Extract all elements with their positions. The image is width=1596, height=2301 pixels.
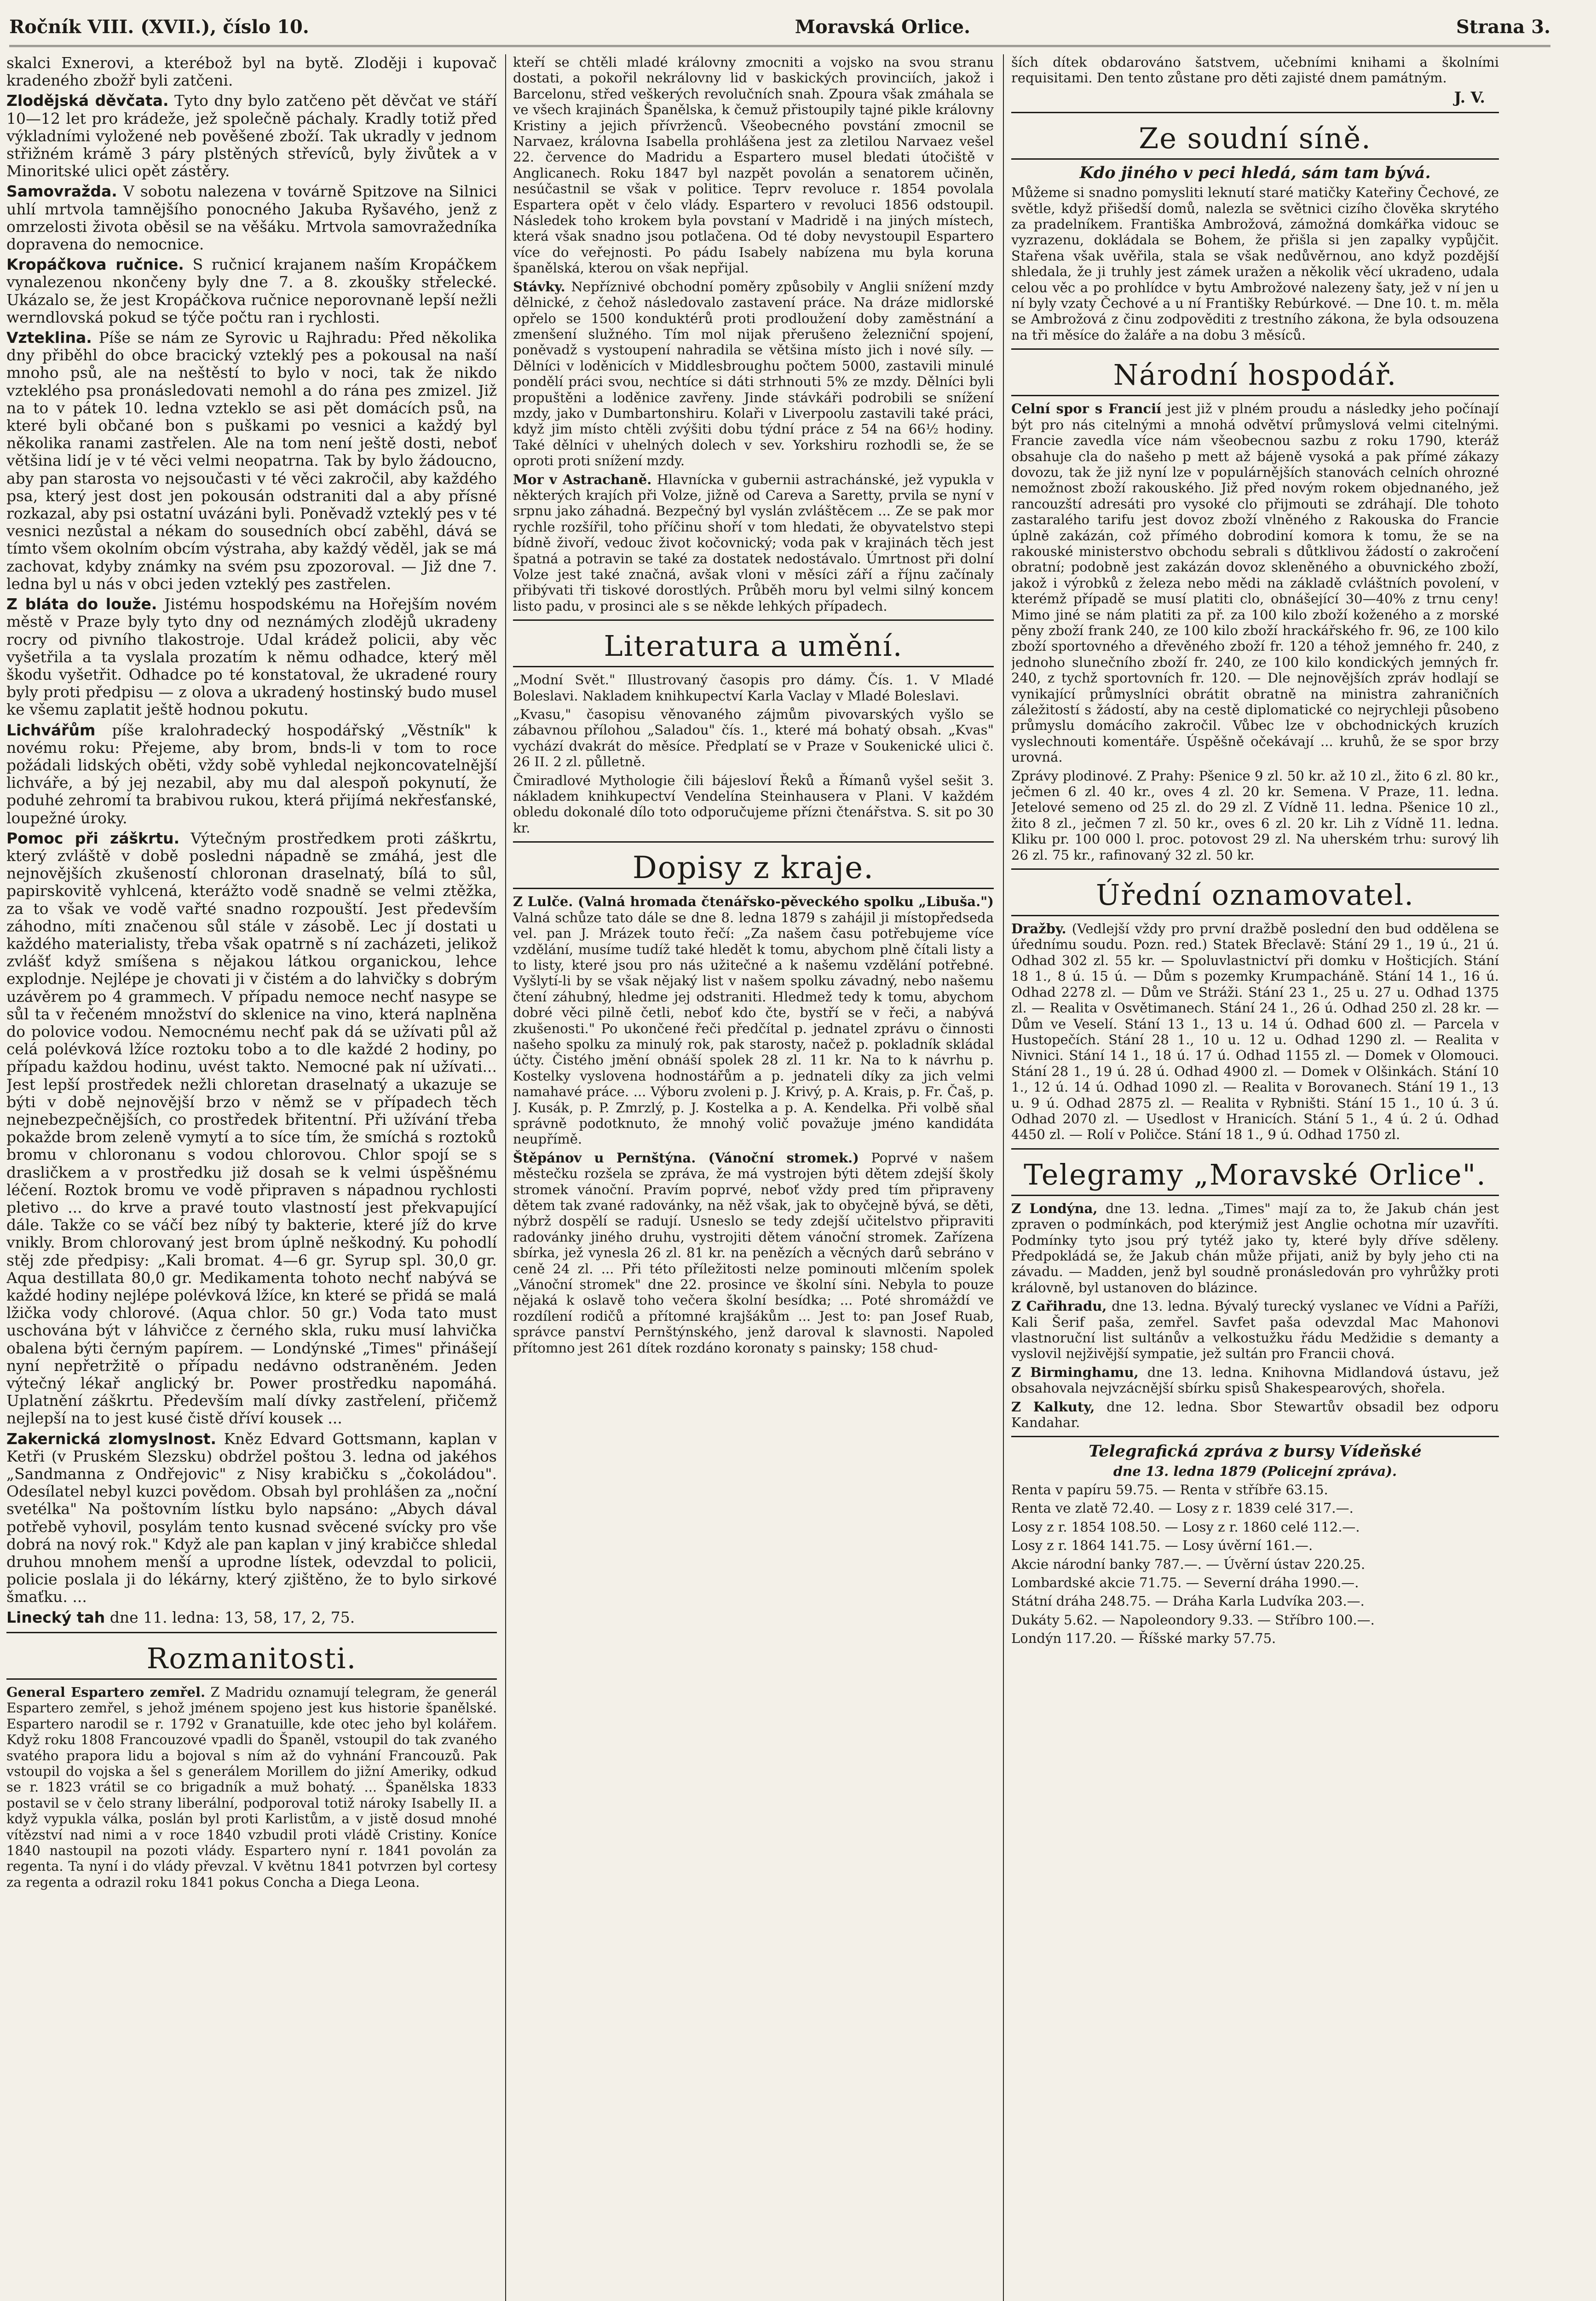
section-title-hospodar: Národní hospodář. — [1011, 358, 1499, 396]
section-rule — [1011, 348, 1499, 350]
bourse-quote-row: Losy z r. 1864 141.75. — Losy úvěrní 161.—. — [1011, 1538, 1313, 1554]
market-report: Zprávy plodinové. Z Prahy: Pšenice 9 zl. 50 kr. až 10 zl., žito 6 zl. 80 kr., ječmen 6 zl. 40 kr., oves 4 zl. 20 kr. Semena. V Praze, 11. ledna. Jetelové semeno od 25 zl. do 29 zl. Z Vídně 11. ledna. Pšenice 10 zl., žito 8 zl., ječmen 7 zl. 50 kr., oves 6 zl. 20 kr. Lih z Vídně 11. ledna. Kliku pr. 100 000 l. proc. potovost 29 zl. Na uherském trhu: surový lih 26 zl. 75 kr., rafinovaný 32 zl. 50 kr. — [1011, 768, 1499, 863]
masthead-title: Moravská Orlice. — [795, 16, 971, 38]
news-item: Lichvářům píše kralohradecký hospodářský „Věstník" k novému roku: Přejeme, aby brom, bnds-li v tom to roce požádali lidských oběti, vždy sobě vyhledal nejkoncovatelnější lichváře, a bý jej nezabil, aby mu dal alespoň pokynutí, že poduhé zehromí ta brabivou rukou, která přijímá nekřesťanské, loupežné úroky. — [6, 721, 497, 827]
column-divider — [1003, 54, 1004, 2301]
section-rule — [1011, 112, 1499, 113]
news-item: Stávky. Nepříznivé obchodní poměry způsobily v Anglii snížení mzdy dělnické, z čehož následovalo zastavení práce. Na dráze midlorské opřelo se 1500 konduktérů proti prodloužení doby zaměstnání a zmenšení služného. Tím mol nijak přerušeno železniční spojení, poněvadž s vystoupení nahradila se většina místo jich i nové síly. — Dělníci v loděnicích v Middlesbroughu počtem 5000, zastavili minulé pondělí práci svou, nechtíce si dáti strhnouti 5% ze mzdy. Dělníci byli propuštěni a loděnice zavřeny. Jinde stávkáři podrobili se snížení mzdy, jako v Dumbartonshiru. Kolaři v Liverpoolu zastavili také práci, když jim místo chtěli zvýšiti dobu týdní práce z 54 na 66½ hodiny. Také dělníci v uhelných dolech v sev. Yorkshiru rozhodli se, že se oproti proti snížení mzdy. — [513, 278, 994, 469]
bourse-quote-row: Akcie národní banky 787.—. — Úvěrní ústav 220.25. — [1011, 1556, 1366, 1572]
court-report: Můžeme si snadno pomysliti leknutí staré matičky Kateřiny Čechové, ze světle, když přišedší domů, nalezla se světnici cizího člověka skrytého za pradelníkem. Františka Ambrožová, zámožná domkářka vidouc se vyzrazenu, dokládala se Bohem, že přišla si jen zapalky vypůjčit. Stařena však uvěřila, stala se však nedůvěrnou, ano když pozdější shledala, že ji truhly jest zámek uražen a několik věcí ukradeno, udala celou věc a po prohlídce v bytu Ambrožové nalezeny šaty, jež v ní jen u ní byly vzaty Čechové a u ní Františky Rebúrkové. — Dne 10. t. m. měla se Ambrožová z činu zodpověditi z trestního zákona, že byla odsouzena na tři měsíce do žaláře a na dobu 3 měsíců. — [1011, 185, 1499, 343]
letter-item: Štěpánov u Pernštýna. (Vánoční stromek.) Poprvé v našem městečku rozšela se zpráva, že má vystrojen býti dětem zdejší školy stromek vánoční. Pravím poprvé, neboť vždy pred tím připraveny dětem tak zvané radovánky, na něž však, jak to obyčejně bývá, se děti, nýbrž dospělí se radují. Usneslo se tedy zdejší učitelstvo připraviti radovánky jiného druhu, vystrojiti dětem vánoční stromek. Zařízena sbírka, jež vynesla 26 zl. 81 kr. na penězích a věcných darů sebráno v ceně 24 zl. ... Při této příležitosti nelze pominouti mlčením spolek „Vánoční stromek" dne 22. prosince ve školní síni. Nebyla to pouze nějaká k oslavě toho večera školní besídka; ... Poté shromáždí ve rozdílení rodičů a přítomné krajšákům ... Jest to: pan Josef Ruab, správce panství Pernštýnského, jenž daroval k slavnosti. Napoled přítomno jest 261 dítek rozdáno koronaty s painsky; 158 chud- — [513, 1150, 994, 1356]
telegram-item: Z Kalkuty, dne 12. ledna. Sbor Stewartův obsadil bez odporu Kandahar. — [1011, 1399, 1499, 1431]
section-title-dopisy: Dopisy z kraje. — [513, 851, 994, 889]
issue-number: Ročník VIII. (XVII.), číslo 10. — [9, 16, 309, 38]
bourse-quote-row: Státní dráha 248.75. — Dráha Karla Ludvíka 203.—. — [1011, 1593, 1365, 1609]
section-rule — [513, 619, 994, 621]
bourse-subtitle: dne 13. ledna 1879 (Policejní zpráva). — [1113, 1463, 1397, 1479]
author-signature: J. V. — [1454, 88, 1485, 106]
bourse-quote-row: Dukáty 5.62. — Napoleondory 9.33. — Stříbro 100.—. — [1011, 1612, 1375, 1628]
telegram-item: Z Londýna, dne 13. ledna. „Times" mají za to, že Jakub chán jest zpraven o podmínkách, pod kterýmiž jest Anglie ochotna mír uzavříti. Podmínky tyto jsou prý tytéž jako ty, které byly dříve sděleny. Předpokládá se, že Jakub chán může přijati, aniž by byly jeho cti na závadu. — Madden, jenž byl soudně pronásledován pro vyhrůžky proti královně, byl ustanoven do blázince. — [1011, 1200, 1499, 1295]
news-item: Vzteklina. Píše se nám ze Syrovic u Rajhradu: Před několika dny přiběhl do obce bracický vzteklý pes a pokousal na naší mnoho psů, ale na neštěstí to bylo v noci, tak že nikdo vzteklého psa pronásledovati nemohl a do rána pes zmizel. Již na to v pátek 10. ledna vzteklo se asi pět domácích psů, na které byli občané bon s puškami po vesnici a každý byl několika ranami zastřelen. Ale na tom není ještě dosti, neboť většina lidí je v té věci velmi neopatrna. Tak by bylo žádoucno, aby pan starosta vo nejsoučasti v té věci zakročil, aby každého psa, který jest dost jen pokousán odstraniti dal a aby přísné rozkazal, aby psi ostatní uvázáni byli. Poněvadž vzteklý pes v té vesnici nezůstal a nékam do sousedních obcí zaběhl, dává se tímto všem okolním obcím výstraha, aby každý věděl, jak se má zachovat, kdyby známky na svém psu zpozoroval. — Již dne 7. ledna byl u nás v obci jeden vzteklý pes zastřelen. — [6, 329, 497, 593]
news-item: kteří se chtěli mladé královny zmocniti a vojsko na svou stranu dostati, a pokořil nekrálovny lid v baskických provinciích, jakož i Barcelonu, střed veškerých revolučních snah. Zpoura však zmáhala se ve všech krajinách Španělska, k čemuž přistoupily tajné pikle královny Kristiny a jejich přívrženců. Všeobecného povstání zmocnil se Narvaez, královna Isabella prohlášena jest za zletilou Narvaez vešel 22. července do Madridu a Espartero musel bledati útočiště v Anglicanech. Roku 1847 byl nazpět povolán a senatorem učiněn, nesúčastnil se však v politice. Teprv revoluce r. 1854 povolala Espartera opět v čelo vlády. Espartero v revoluci 1856 odstoupil. Následek toho krokem byla povstaní v Madridě i na jiných místech, která však snadno jsou potlačena. Od té doby nevystoupil Espartero více do veřejnosti. Po pádu Isabely nabízena mu byla koruna španělská, kterou on však nepřijal. — [513, 54, 994, 276]
news-item: Z bláta do louže. Jistému hospodskému na Hořejším novém městě v Praze byly tyto dny od neznámých zlodějů ukradeny rocry od pivního tlakostroje. Udal krádež policii, aby věc vyšetřila a ta vyslala prozatím k němu odhadce, který měl škodu vyšetřit. Odhadce po té konstatoval, že ukradené roury byly proti předpisu — z olova a ukradený hostinský budo musel ke všemu zaplatit ještě hodnou pokutu. — [6, 595, 497, 719]
news-item: Samovražda. V sobotu nalezena v továrně Spitzove na Silnici uhlí mrtvola tamnějšího ponocného Jakuba Ryšavého, jenž z omrzelosti života oběsil se na věšáku. Mrtvola samovražedníka dopravena do nemocnice. — [6, 182, 497, 254]
news-item: Zakernická zlomyslnost. Kněz Edvard Gottsmann, kaplan v Ketři (v Pruském Slezsku) obdržel poštou 3. ledna od jakéhos „Sandmanna z Ondřejovic" z Nisy krabičku s „čokoládou". Odesílatel nebyl kuzci povědom. Obsah byl prohlášen za „noční svetélka" Na poštovním lístku bylo napsáno: „Abych dával potřebě vyhovil, posylám tento kusnad svěcené svícky pro vše dobrá na nový rok." Když ale pan kaplan v jiný krabičce shledal druhou mnohem menší a uprodne lístek, odevzdal to policii, policie poslala ji do lékárny, který zjištěno, že to bylo sirkové šmaťku. ... — [6, 1429, 497, 1606]
section-rule — [1011, 1148, 1499, 1150]
bourse-quote-row: Renta ve zlatě 72.40. — Losy z r. 1839 celé 317.—. — [1011, 1500, 1354, 1516]
bourse-quote-row: Lombardské akcie 71.75. — Severní dráha 1990.—. — [1011, 1575, 1359, 1591]
news-item: ších dítek obdarováno šatstvem, učebními knihami a školními requisitami. Den tento zůstane pro děti zajisté dnem památným. — [1011, 54, 1499, 86]
bourse-quote-row: Renta v papíru 59.75. — Renta v stříbře 63.15. — [1011, 1482, 1328, 1498]
news-item: Mor v Astrachaně. Hlavnícka v gubernii astrachánské, jež vypukla v některých krajích při Volze, jižně od Careva a Saretty, prvila se nyní v srpnu jako záhadná. Bezpečný byl vyslán zvláštěcem ... Ze se pak mor rychle rozšířil, toho příčinu shoří v tom hledati, že obyvatelstvo stepi bídně živoří, vedouc život kočovnický; voda pak v krajinách těch jest špatná a potravin se také za dostatek nedostávalo. Úmrtnost při dolní Volze jest také značná, avšak vloni v měsíci září a říjnu začínaly přibývati tři tiskové dorostlých. Průběh moru byl velmi silný koncem listo padu, v prosinci ale s se někde lehkých případech. — [513, 471, 994, 614]
auction-notices: Dražby. (Vedlejší vždy pro první dražbě poslední den bud oddělena se úřednímu soudu. Pozn. red.) Statek Břeclavě: Stání 29 1., 19 ú., 21 ú. Odhad 302 zl. 55 kr. — Spoluvlastnictví při domku v Hošticjích. Stání 18 1., 8 ú. 15 ú. — Dům s pozemky Krumpacháně. Stání 14 1., 16 ú. Odhad 2278 zl. — Dům ve Stráži. Stání 23 1., 25 u. 27 u. Odhad 1375 zl. — Realita v Osvětimanech. Stání 24 1., 26 ú. Odhad 250 zl. 28 kr. — Dům ve Veselí. Stání 13 1., 13 u. 14 ú. Odhad 600 zl. — Parcela v Hustopečích. Stání 28 1., 10 u. 12 u. Odhad 1290 zl. — Realita v Nivnici. Stání 14 1., 18 ú. 17 ú. Odhad 1155 zl. — Domek v Olomouci. Stání 28 1., 19 ú. 28 ú. Odhad 4900 zl. — Domek v Olšinkách. Stání 10 1., 12 ú. 14 ú. Odhad 1090 zl. — Realita v Borovanech. Stání 19 1., 13 u. 9 ú. Odhad 2875 zl. — Realita v Rybništi. Stání 15 1., 10 ú. 3 ú. Odhad 2070 zl. — Usedlost v Hranicích. Stání 5 1., 4 ú. 2 ú. Odhad 4450 zl. — Rolí v Poličce. Stání 18 1., 9 ú. Odhad 1750 zl. — [1011, 921, 1499, 1143]
letter-item: Z Lulče. (Valná hromada čtenářsko-pěveckého spolku „Libuša.") Valná schůze tato dále se dne 8. ledna 1879 s zahájil ji místopředseda vel. pan J. Mrázek touto řečí: „Za našem času potřebujeme více vzdělání, musíme tudíž také hledět k tomu, abychom plně čítali listy a to listy, které jsou pro nás užitečné a k našemu vzdělání potřebné. Vyšlytí-li by se však nějaký list v našem spolku závadný, nebo našemu čtení záhubný, hledme jej odstraniti. Hledmež tedy k tomu, abychom dobré věci pilně četli, neboť kdo čte, bystří se v řeči, a nabývá zkušenosti." Po ukončené řeči předčítal p. jednatel zprávu o činnosti našeho spolku za minulý rok, pak starosty, načež p. pokladník skládal účty. Čistého jmění obnáší spolek 28 zl. 11 kr. Na to k návrhu p. Kostelky vyslovena hodnostářům a p. jednateli díky za jich velmi namahavé práce. ... Výboru zvoleni p. J. Krivý, p. A. Krais, p. Fr. Čaš, p. J. Kusák, p. P. Zmrzlý, p. J. Kostelka a p. A. Kendelka. Při volbě sňal správně podotknuto, že mnohý volič považuje jméno kandidáta neupřímě. — [513, 894, 994, 1147]
lottery-result: Linecký tah dne 11. ledna: 13, 58, 17, 2, 75. — [6, 1608, 355, 1626]
column-2 — [513, 54, 994, 2301]
news-item: Pomoc při záškrtu. Výtečným prostředkem proti záškrtu, který zvláště v době posledni nápadně se zmáhá, jest dle nejnovějších zkušeností chloronan draselnatý, bílá to sůl, papirskovitě vyhlcená, kterážto vodě snadně se velmi ztěžka, za to však ve vodě vařté snadno rozpouští. Jest především záhodno, míti značenou sůl stále v zásobě. Lec jí dostati u každého materialisty, třeba však opatrně s ní zacházeti, jelikož zvlášť když smíšena s nějakou látkou organickou, lehce explodnje. Nejlépe je chovati ji v čistém a do lahvičky s dobrým uzávěrem po 4 grammech. V případu nemoce nechť nasype se sůl ta v řečeném množství do sklenice na vino, která naplněna do polovice vodou. Nemocnému nechť pak dá se užívati půl až celá polévková lžíce roztoku tobo a to dle každé 2 hodiny, po případu každou hodinu, uvést takto. Nemocné pak ní užívati... Jest lepší prostředek nežli chloretan draselnatý a ukazuje se býti v době nejnovější brzo v němž se v případech těch nejnebezpečnějších, co prostředek břitentní. Při užívání třeba pokažde brom zeleně vymytí a to síce tím, že smíchá s roztoků bromu v chloronanu s vodou chlorovou. Chlor spojí se s drasličkem a v prostředku již dosah se k velmi úspěšnému léčení. Roztok bromu ve vodě připraven s nápadnou rychlosti pletivo ... do krve a pravé touto vlastností jest překvapující dále. Takže co se váčí bez níbý ty bakterie, které jíž do krve vnikly. Brom chlorovaný jest brom úplně neškodný. Ku pohodlí stěj zde předpisy: „Kali bromat. 4—6 gr. Syrup spl. 30,0 gr. Aqua destillata 80,0 gr. Medikamenta tohoto nechť nabývá se každé hodiny nejlépe polévková lžíce, kn které se přidá se malá lžička vody chlorové. (Aqua chlor. 50 gr.) Voda tato must uschována být v láhvičce z černého skla, ruku musí lahvička obalena býti černým papírem. — Londýnské „Times" přinášejí nyní nepřetržitě o případu nedávno odstraněném. Jeden výtečný lékař anglický br. Power prostředku napomáhá. Uplatnění záškrtu. Především malí dívky zastřelení, přičemž nejlepší na to jest kusé čistě dříví kousek ... — [6, 829, 497, 1428]
bourse-quote-row: Losy z r. 1854 108.50. — Losy z r. 1860 celé 112.—. — [1011, 1519, 1360, 1535]
literature-notice: Čmiradlové Mythologie čili bájesloví Řeků a Římanů vyšel sešit 3. nákladem knihkupectví Vendelína Steinhausera v Plani. V každém obledu dokonalé dílo toto odporučujeme přízni čtenářstva. S. sit po 30 kr. — [513, 772, 994, 836]
bourse-quotes — [1011, 1482, 1499, 1647]
running-header — [9, 8, 1550, 47]
section-title-telegramy: Telegramy „Moravské Orlice". — [1011, 1158, 1499, 1196]
literature-notice: „Kvasu," časopisu věnovaného zájmům pivovarských vyšlo se zábavnou přílohou „Saladou" čís. 1., které má bohatý obsah. „Kvas" vychází dvakrát do měsíce. Předplatí se v Praze v Soukenické ulici č. 26 II. 2 zl. půlletně. — [513, 706, 994, 770]
economy-item: Celní spor s Francií jest již v plném proudu a následky jeho počínají být pro nás citelnými a mnohá odvětví průmyslová velmi citelnými. Francie zavedla více nám všeobecnou sazbu z roku 1790, kteráž obsahuje cla do našeho p mett až bájeně vysoká a pak přímé zákazy dovozu, tak že již nyní lze v populárnějších stanovách celních ohrozné nemožnost zboží rakouského. Již před novým rokem objednaného, jež rancouzští adresáti pro vysoké clo přijmouti se zdráhají. Dle tohoto zastaralého tarifu jest dovoz zboží vlněného z Rakouska do Francie úplně zakázán, což přímého dobrodiní komora k tomu, že se na rakouské ministerstvo obchodu sebrali s důtklivou žádostí o zakročení obratní; podobně jest zakázán dovoz skleněného a obuvnického zboží, jakož i výrobků z železa nebo mědi na základě cvláštních povolení, v kterémž případě se musí platiti clo, obnášející 30—40% z trnu ceny! Mimo jiné se nám platiti za př. za 100 kilo zboží koženého a z morské pěny zboží frank 240, ze 100 kilo zboží hrackářského fr. 96, ze 100 kilo zboží sportovného a dřevěného zboží fr. 120 a téhož jemného fr. 240, z jednoho slunečního zboží fr. 240, ze 100 kilo kondických jemných fr. 240, z tychž sportovních fr. 120. — Dle nejnovějších zpráv hodlají se vynikající průmyslníci obrátit obratně na ministra zahraničních záležitostí s žádostí, aby na cestě diplomatické co nejrychleji působeno průmyslu domácího zakročil. Vůbec lze v obchodnických kruzích vyslechnouti komentáře. Úspěšně očekávají ... kruhů, že se spor brzy urovná. — [1011, 401, 1499, 765]
section-rule — [1011, 868, 1499, 870]
section-rule — [1011, 1436, 1499, 1437]
column-divider — [505, 54, 506, 2301]
news-item: Kropáčkova ručnice. S ručnicí krajanem naším Kropáčkem vynalezenou nkončeny byly dne 7. a 8. zkoušky střelecké. Ukázalo se, že jest Kropáčkova ručnice neporovnaně lepší nežli werndlovská pokud se týče počtu ran i rychlosti. — [6, 255, 497, 326]
column-1 — [6, 54, 497, 2301]
section-title-literatura: Literatura a umění. — [513, 629, 994, 667]
bourse-title: Telegrafická zpráva z bursy Vídeňské — [1089, 1442, 1422, 1461]
section-rule — [513, 841, 994, 843]
news-item: Zlodějská děvčata. Tyto dny bylo zatčeno pět děvčat ve stáří 10—12 let pro krádeže, jež společně páchaly. Kradly totiž před výkladními vyložené neb pověšené zboží. Tak ukradly v jednom střižném krámě 3 páry plstěných střevíců, byly živůtek a v Minoritské ulici opět zástěry. — [6, 92, 497, 180]
literature-notice: „Modní Svět." Illustrovaný časopis pro dámy. Čís. 1. V Mladé Boleslavi. Nakladem knihkupectví Karla Vaclay v Mladé Boleslavi. — [513, 672, 994, 704]
telegram-item: Z Cařihradu, dne 13. ledna. Bývalý turecký vyslanec ve Vídni a Paříži, Kali Šerif paša, zemřel. Savfet paša odevzdal Mac Mahonovi vlastnoruční list sultánův a velkostužku řádu Medžidie s demanty a vyslovil nejživější sympatie, jež sultán pro Francii chová. — [1011, 1298, 1499, 1362]
section-title-soud: Ze soudní síně. — [1011, 121, 1499, 160]
page-number: Strana 3. — [1456, 16, 1550, 38]
section-rule — [6, 1632, 497, 1633]
news-item: skalci Exnerovi, a kterébož byl na bytě. Zloději i kupovač kradeného zbožř byli zatčeni. — [6, 54, 497, 90]
section-title-uredni: Úřední oznamovatel. — [1011, 878, 1499, 916]
column-3 — [1011, 54, 1499, 2301]
article-headline: Kdo jiného v peci hledá, sám tam bývá. — [1079, 163, 1431, 183]
telegram-item: Z Birminghamu, dne 13. ledna. Knihovna Midlandová ústavu, jež obsahovala nejvzácnější sbírku spisů Shakespearových, shořela. — [1011, 1364, 1499, 1396]
section-title-rozmanitosti: Rozmanitosti. — [6, 1642, 497, 1680]
bourse-quote-row: Londýn 117.20. — Říšské marky 57.75. — [1011, 1630, 1276, 1647]
news-item: General Espartero zemřel. Z Madridu oznamují telegram, že generál Espartero zemřel, s jehož jménem spojeno jest kus historie španělské. Espartero narodil se r. 1792 v Granatuille, kde otec jeho byl kolářem. Když roku 1808 Francouzové vpadli do Španěl, vstoupil do tak zvaného svatého prapora lidu a bojoval s ním až do vyhnání Francouzů. Pak vstoupil do vojska a šel s generálem Morillem do jižní Ameriky, odkud se r. 1823 vrátil se co brigadník a muž bohatý. ... Španělska 1833 postavil se v čelo strany liberální, podporoval totiž nároky Isabelly II. a když vypukla válka, poslán byl proti Karlistům, a v jistě dosud mnohé vítězství nad nimi a v roce 1840 vzbudil proti vládě Cristiny. Koníce 1840 nastoupil na pozoti vlády. Espartero nyní r. 1841 povolán za regenta. Ta nyní i do vlády převzal. V květnu 1841 potvrzen byl cortesy za regenta a odrazil roku 1841 pokus Concha a Diega Leona. — [6, 1684, 497, 1890]
